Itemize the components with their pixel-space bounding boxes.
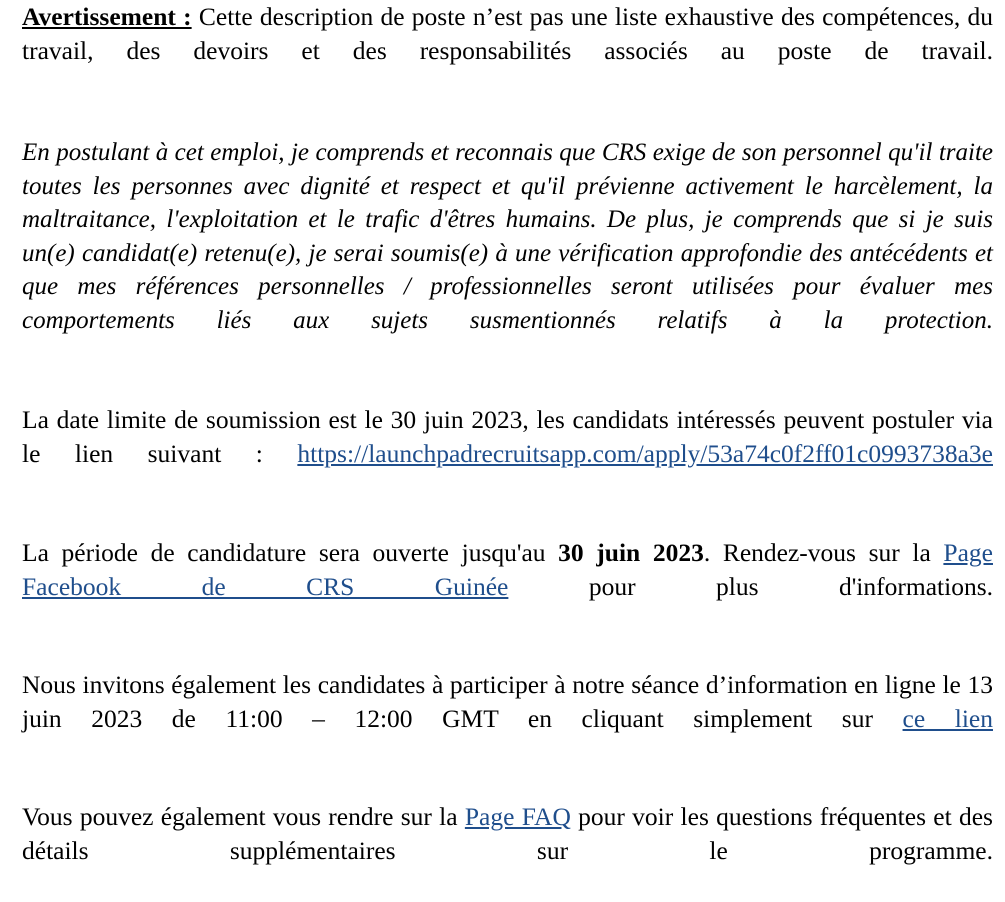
document-body xyxy=(22,0,993,902)
paragraph-gap xyxy=(22,371,993,403)
paragraph-gap xyxy=(22,770,993,800)
application-url-link[interactable]: https://launchpadrecruitsapp.com/apply/53a74c0f2ff01c0993738a3e xyxy=(297,438,993,468)
disclaimer-text: Cette description de poste n’est pas une liste exhaustive des compétences, du travail, des devoirs et des responsabilités associés au poste de travail. xyxy=(22,2,993,65)
paragraph-gap xyxy=(22,638,993,668)
paragraph-gap xyxy=(22,102,993,136)
facebook-page-link[interactable]: Page Facebook de CRS Guinée xyxy=(22,537,993,601)
paragraph-info-session xyxy=(22,668,993,770)
disclaimer-heading: Avertissement : xyxy=(22,2,192,31)
info-session-link[interactable]: ce lien xyxy=(902,703,993,733)
application-deadline-date: 30 juin 2023 xyxy=(558,537,704,567)
faq-page-link[interactable]: Page FAQ xyxy=(464,801,571,831)
application-period-text-middle: . Rendez-vous sur la xyxy=(703,537,944,567)
faq-text-after: pour voir les questions fréquentes et des détails supplémentaires sur le programme. xyxy=(22,801,993,865)
paragraph-gap xyxy=(22,505,993,536)
paragraph-faq xyxy=(22,800,993,902)
paragraph-application-period xyxy=(22,536,993,638)
application-period-text-before: La période de candidature sera ouverte jusqu'au xyxy=(22,537,559,567)
info-session-text: Nous invitons également les candidates à participer à notre séance d’information en ligne le 13 juin 2023 de 11:00 – 12:00 GMT en cliquant simplement sur xyxy=(22,669,993,733)
paragraph-deadline xyxy=(22,403,993,505)
faq-text-before: Vous pouvez également vous rendre sur la xyxy=(22,801,465,831)
paragraph-disclaimer xyxy=(22,0,993,102)
deadline-text: La date limite de soumission est le 30 juin 2023, les candidats intéressés peuvent postuler via le lien suivant : xyxy=(22,404,993,468)
application-period-text-after: pour plus d'informations. xyxy=(508,571,993,601)
paragraph-attestation xyxy=(22,136,993,371)
attestation-text: En postulant à cet emploi, je comprends et reconnais que CRS exige de son personnel qu'il traite toutes les personnes avec dignité et respect et qu'il prévienne activement le harcèlement, la maltraitance, l'exploitation et le trafic d'êtres humains. De plus, je comprends que si je suis un(e) candidat(e) retenu(e), je serai soumis(e) à une vérification approfondie des antécédents et que mes références personnelles / professionnelles seront utilisées pour évaluer mes comportements liés aux sujets susmentionnés relatifs à la protection. xyxy=(22,139,993,334)
